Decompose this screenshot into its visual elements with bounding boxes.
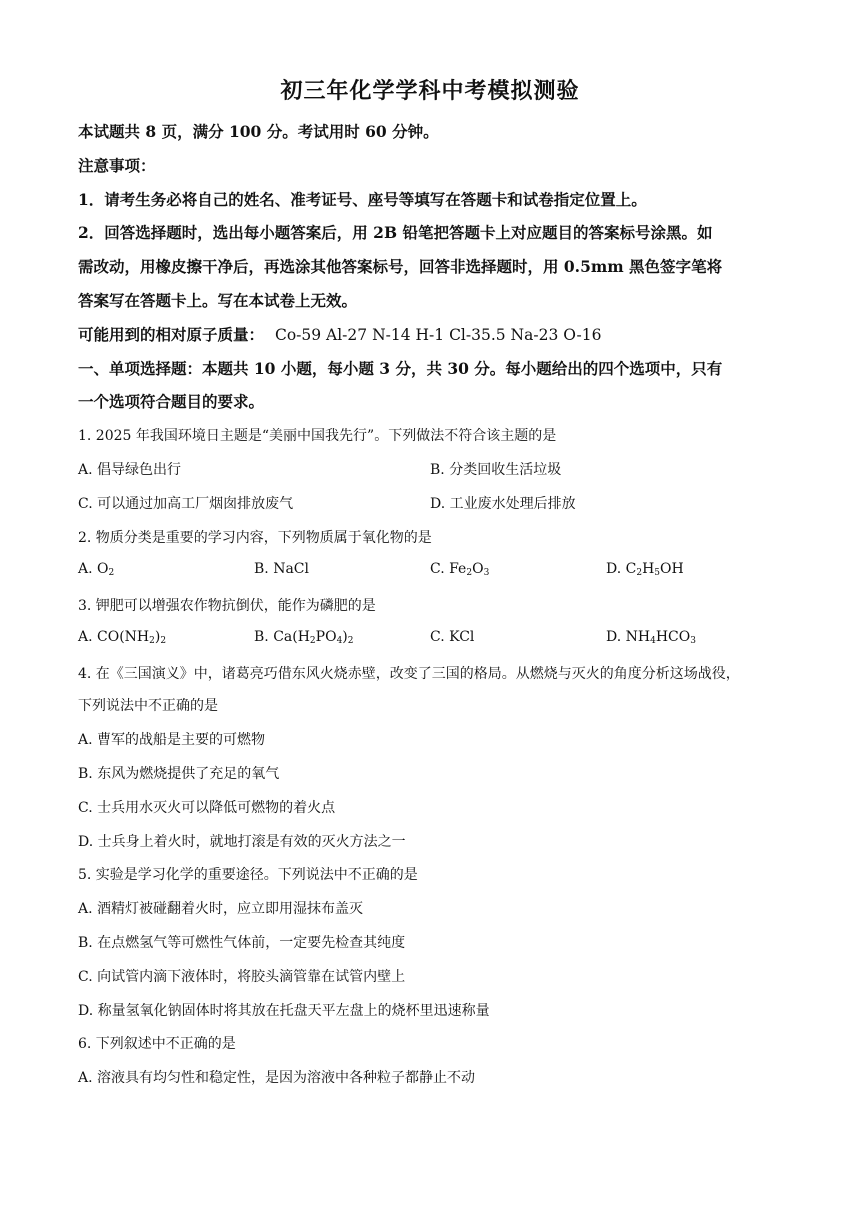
atomic-mass-values: Co-59 Al-27 N-14 H-1 Cl-35.5 Na-23 O-16 [274,326,602,344]
question-4-option-d: D. 士兵身上着火时，就地打滚是有效的灭火方法之一 [78,834,406,850]
notice-item-2-line-2: 需改动，用橡皮擦干净后，再选涂其他答案标号，回答非选择题时，用 0.5mm 黑色签字笔将 [78,257,723,276]
question-3-option-d: D. $NH_4HCO_3$ [606,629,696,646]
notice-heading: 注意事项： [78,156,156,175]
question-3-option-b: B. $Ca(H_2PO_4)_2$ [254,629,354,646]
question-4-stem-line-1: 4. 在《三国演义》中，诸葛亮巧借东风火烧赤壁，改变了三国的格局。从燃烧与灭火的角度分析这场战役， [78,666,740,682]
page-title: 初三年化学学科中考模拟测验 [280,78,580,104]
notice-item-2-line-3: 答案写在答题卡上。写在本试卷上无效。 [78,291,358,310]
question-5-option-a: A. 酒精灯被碰翻着火时，应立即用湿抹布盖灭 [78,901,364,917]
question-2-option-d: D. $C_2H_5OH$ [606,561,684,578]
notice-item-2-line-1: 2．回答选择题时，选出每小题答案后，用 2B 铅笔把答题卡上对应题目的答案标号涂黑。如 [78,223,713,242]
atomic-mass-line [78,323,601,345]
question-1-option-c: C. 可以通过加高工厂烟囱排放废气 [78,496,294,512]
section-heading-line-1: 一、单项选择题：本题共 10 小题，每小题 3 分，共 30 分。每小题给出的四个选项中，只有 [78,359,723,378]
question-1-option-b: B. 分类回收生活垃圾 [430,462,562,478]
question-5-option-b: B. 在点燃氢气等可燃性气体前，一定要先检查其纯度 [78,935,406,951]
exam-info: 本试题共 8 页，满分 100 分。考试用时 60 分钟。 [78,122,439,141]
question-2-option-c: C. $Fe_2O_3$ [430,561,490,578]
question-2-option-b: B. NaCl [254,561,309,577]
question-1-stem: 1. 2025 年我国环境日主题是“美丽中国我先行”。下列做法不符合该主题的是 [78,428,557,444]
question-4-option-b: B. 东风为燃烧提供了充足的氧气 [78,766,280,782]
question-5-option-d: D. 称量氢氧化钠固体时将其放在托盘天平左盘上的烧杯里迅速称量 [78,1003,490,1019]
question-4-option-a: A. 曹军的战船是主要的可燃物 [78,732,266,748]
question-2-option-a: A. $O_2$ [78,561,115,578]
question-6-option-a: A. 溶液具有均匀性和稳定性，是因为溶液中各种粒子都静止不动 [78,1070,476,1086]
question-3-option-c: C. KCl [430,629,475,645]
question-4-stem-line-2: 下列说法中不正确的是 [78,698,218,714]
question-2-stem: 2. 物质分类是重要的学习内容，下列物质属于氧化物的是 [78,530,432,546]
question-3-stem: 3. 钾肥可以增强农作物抗倒伏，能作为磷肥的是 [78,598,376,614]
atomic-mass-label: 可能用到的相对原子质量： [78,325,265,344]
question-3-option-a: A. $CO(NH_2)_2$ [78,629,167,646]
question-5-option-c: C. 向试管内滴下液体时，将胶头滴管靠在试管内壁上 [78,969,406,985]
question-6-stem: 6. 下列叙述中不正确的是 [78,1036,236,1052]
question-1-option-a: A. 倡导绿色出行 [78,462,182,478]
section-heading-line-2: 一个选项符合题目的要求。 [78,392,265,411]
question-4-option-c: C. 士兵用水灭火可以降低可燃物的着火点 [78,800,336,816]
question-1-option-d: D. 工业废水处理后排放 [430,496,576,512]
notice-item-1: 1．请考生务必将自己的姓名、准考证号、座号等填写在答题卡和试卷指定位置上。 [78,190,647,209]
question-5-stem: 5. 实验是学习化学的重要途径。下列说法中不正确的是 [78,867,418,883]
